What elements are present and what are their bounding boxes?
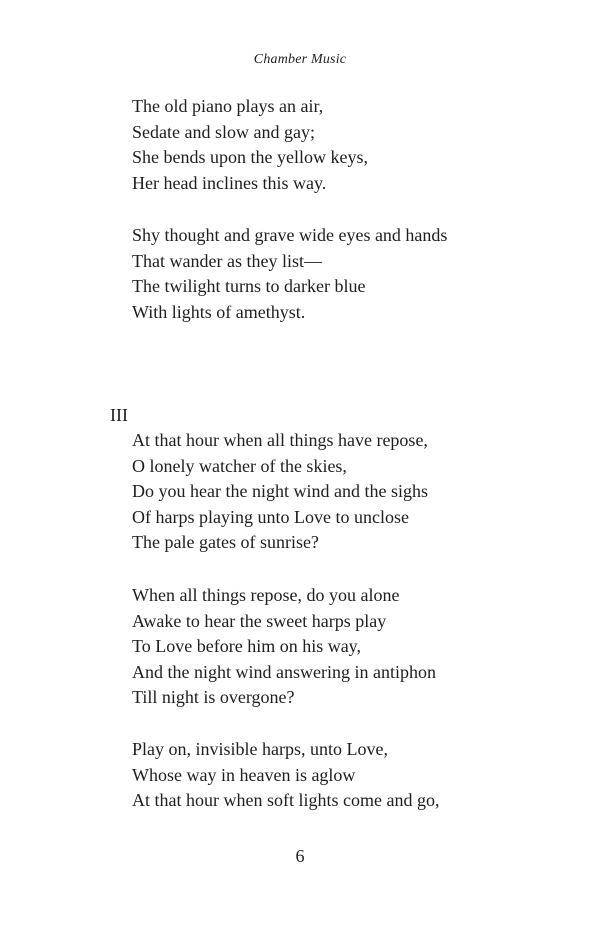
verse-line: The old piano plays an air,: [132, 96, 324, 116]
verse-line: And the night wind answering in antiphon: [132, 661, 436, 682]
poem-number: III: [110, 405, 128, 425]
verse-line: Awake to hear the sweet harps play: [132, 610, 387, 631]
verse-line: Of harps playing unto Love to unclose: [132, 506, 409, 527]
verse-line: With lights of amethyst.: [132, 301, 306, 322]
verse-line: Sedate and slow and gay;: [132, 121, 315, 142]
verse-line: Till night is overgone?: [132, 687, 295, 708]
verse-line: Whose way in heaven is aglow: [132, 764, 356, 785]
verse-line: She bends upon the yellow keys,: [132, 147, 368, 168]
verse-line: To Love before him on his way,: [132, 636, 362, 657]
verse-line: At that hour when all things have repose,: [132, 430, 428, 450]
verse-line: Her head inclines this way.: [132, 172, 327, 193]
stanza: [132, 583, 436, 711]
running-title: Chamber Music: [253, 52, 347, 67]
verse-line: The twilight turns to darker blue: [132, 276, 366, 297]
stanza: [132, 223, 447, 325]
verse-line: Play on, invisible harps, unto Love,: [132, 739, 388, 759]
verse-line: O lonely watcher of the skies,: [132, 455, 347, 476]
verse-line: Shy thought and grave wide eyes and hands: [132, 225, 448, 245]
stanza: [132, 94, 368, 196]
verse-line: That wander as they list—: [132, 250, 322, 271]
stanza: [132, 737, 439, 814]
verse-line: The pale gates of sunrise?: [132, 532, 319, 553]
stanza: [132, 428, 428, 556]
verse-line: At that hour when soft lights come and go,: [132, 790, 440, 811]
verse-line: Do you hear the night wind and the sighs: [132, 481, 428, 502]
verse-line: When all things repose, do you alone: [132, 585, 400, 605]
page-number: 6: [295, 846, 305, 866]
